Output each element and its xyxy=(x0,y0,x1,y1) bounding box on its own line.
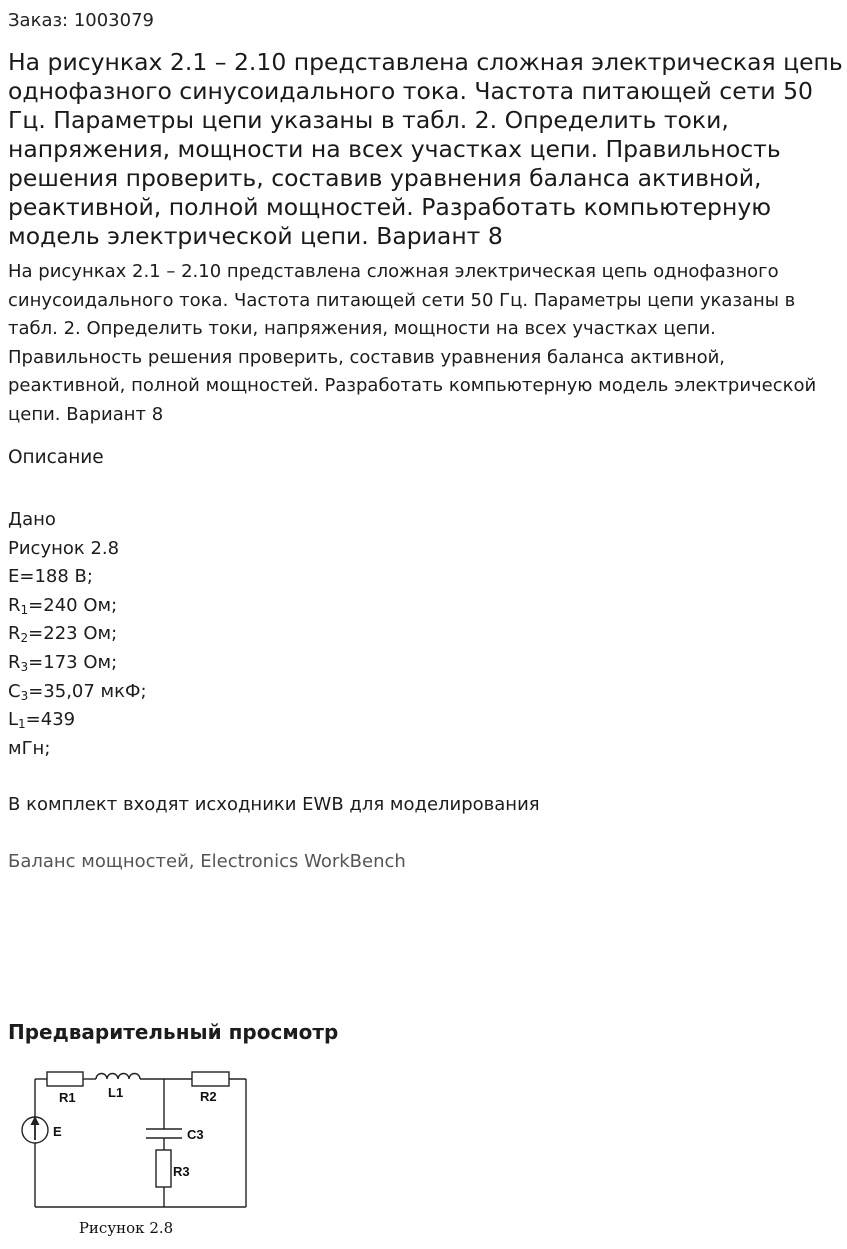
circuit-diagram xyxy=(12,1060,252,1242)
kit-note: В комплект входят исходники EWB для моделирования xyxy=(8,794,540,815)
tag-link-power-balance[interactable]: Баланс мощностей xyxy=(8,851,189,872)
label-r2: R2 xyxy=(200,1089,217,1104)
tag-list xyxy=(8,849,406,875)
given-figure: Рисунок 2.8 xyxy=(8,537,120,559)
given-r2: $R_2=223$ Ом; xyxy=(8,623,118,646)
label-l1: L1 xyxy=(108,1085,124,1100)
given-c3: $C_3=35,07$ мкФ; xyxy=(8,680,147,703)
tag-link-electronics-workbench[interactable]: Electronics WorkBench xyxy=(200,851,406,872)
given-r3: $R_3=173$ Ом; xyxy=(8,651,118,674)
label-c3: C3 xyxy=(187,1127,204,1142)
tag-separator: , xyxy=(188,851,201,872)
given-block xyxy=(8,506,147,763)
figure-caption: Рисунок 2.8 xyxy=(78,1219,174,1237)
preview-heading: Предварительный просмотр xyxy=(8,1020,339,1044)
given-l1: $L_1=439$ xyxy=(8,709,76,732)
resistor-r1 xyxy=(47,1072,83,1086)
resistor-r2 xyxy=(192,1072,229,1086)
given-r1: $R_1=240$ Ом; xyxy=(8,594,118,617)
section-title: Описание xyxy=(8,447,104,468)
given-heading: Дано xyxy=(8,509,56,530)
label-r1: R1 xyxy=(59,1090,76,1105)
page-title: На рисунках 2.1 – 2.10 представлена сложная электрическая цепь однофазного синусоидального тока. Частота питающей сети 50 Гц. Параметры цепи указаны в табл. 2. Определить токи, напряжения, мощности на всех участках цепи. Правильность решения проверить, составив уравнения баланса активной, реактивной, полной мощностей. Разработать компьютерную модель электрической цепи. Вариант 8 xyxy=(8,48,843,250)
label-e: E xyxy=(53,1124,62,1139)
resistor-r3 xyxy=(156,1150,171,1187)
given-e: E=188 В; xyxy=(8,566,93,588)
order-number: Заказ: 1003079 xyxy=(8,10,154,31)
description-text: На рисунках 2.1 – 2.10 представлена сложная электрическая цепь однофазного синусоидального тока. Частота питающей сети 50 Гц. Параметры цепи указаны в табл. 2. Определить токи, напряжения, мощности на всех участках цепи. Правильность решения проверить, составив уравнения баланса активной, реактивной, полной мощностей. Разработать компьютерную модель электрической цепи. Вариант 8 xyxy=(8,261,817,425)
inductor-l1 xyxy=(96,1074,140,1080)
label-r3: R3 xyxy=(173,1164,190,1179)
given-l1-unit: мГн; xyxy=(8,737,51,759)
